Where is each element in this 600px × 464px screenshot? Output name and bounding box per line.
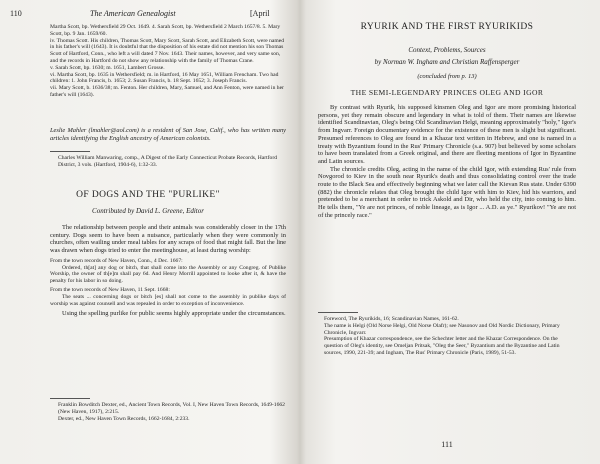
footnote: Presumption of Khazar correspondence, see the Schechter letter and the Khazar Correspondence. On the question of Oleg's identity, see Omeljan Pritsak, "Oleg the Seer," Byzantium and the Byzantine and Latin sources, 1990, 221-39; and Ingham, The Rus' Primary Chronicle (Paris, 1989), 51-53. — [324, 336, 560, 356]
top-footnote: Charles William Manwaring, comp., A Digest of the Early Connecticut Probate Records, Hartford District, 3 vols. (Hartford, 1904-6), 1:32-33. — [58, 155, 278, 168]
top-entries — [50, 24, 286, 99]
footnote: The name is Helgi (Old Norse Helgi, Old Norse Olafr); see Nasonov and Old Nordic Dictionary, Primary Chronicle, Ingvarr. — [324, 322, 560, 336]
article-byline: Contributed by David L. Greene, Editor — [92, 207, 204, 215]
left-page — [0, 0, 296, 464]
footnote: Foreword, The Ryurikids, 16; Scandinavian Names, 161-62. — [324, 316, 459, 322]
footnote-rule — [318, 312, 358, 313]
paragraph: By contrast with Ryurik, his supposed kinsmen Oleg and Igor are more promising historical persons, yet they remain obscure and legendary in what is told of them. Their names are likewise identified Scandinavian, Oleg's being Old Scandinavian Helgi, meaning approximately "holy," Igor's from Ingvarr. Foreign documentary evidence for the existence of these men is slight but significant. Presumed references to Oleg are found in a Khazar text written in Hebrew, and one is named in a treaty with Byzantium found in the Rus' Primary Chronicle (s.a. 907) but believed by some scholars to have been translated from a Greek original, and there are fleeting mentions of Igor in Byzantine and Latin sources. — [318, 104, 576, 165]
entry: iv. Thomas Scott. His children, Thomas Scott, Mary Scott, Sarah Scott, and Elizabeth Scott, were named in his father's will (1643). It is doubtful that the disposition of his estate did not mention his son Thomas Scott of Hartford, Conn., who left a will dated 7 Nov. 1643. Their names, however, and very same son, and the records in Hartford do not show any relationship with the family of Thomas Crane. — [50, 37, 285, 64]
right-footnotes — [324, 316, 576, 357]
footnote: Dexter, ed., New Haven Town Records, 1662-1684, 2:233. — [58, 415, 190, 422]
running-head: The American Genealogist — [90, 9, 176, 18]
quote: The seats ... concerning dogs or bitch [es] shall not come to the assembly in publike days of worship was against counsell and was repealed in order to exception of inconvenience. — [50, 293, 286, 307]
right-page — [304, 0, 600, 464]
entry: vii. Mary Scott, b. 1636/38; m. Fenton. Her children, Mary, Samuel, and Ann Fenton, were named in her father's will (1643). — [50, 85, 284, 98]
bottom-footnotes — [58, 402, 286, 422]
quote-source: From the town records of New Haven, 11 Sept. 1668: — [50, 287, 170, 293]
entry: Martha Scott, bp. Wethersfield 29 Oct. 1649. 4. Sarah Scott, bp. Wethersfield 2 March 1657/8. 5. Mary Scott, bp. 9 Jan. 1659/60. — [50, 24, 281, 37]
right-body — [318, 104, 576, 220]
footnote: Franklin Bowditch Dexter, ed., Ancient Town Records, Vol. I, New Haven Town Records, 1649-1662 (New Haven, 1917), 2:215. — [58, 402, 285, 415]
entry: vi. Martha Scott, bp. 1635 in Wethersfield; m. in Hartford, 16 May 1651, William Frencham. Two had children: 1. John Francis, b. 1653; 2. Susan Francis, b. 18 Sept. 1652; 3. Joseph Francis. — [50, 71, 279, 85]
issue-label: [April — [250, 9, 270, 18]
quote-source: From the town records of New Haven, Conn., 4 Dec. 1667: — [50, 257, 183, 264]
footnote-rule — [50, 151, 90, 152]
article-byline-right: by Norman W. Ingham and Christian Raffensperger — [374, 58, 520, 66]
footnote-rule — [50, 398, 90, 399]
page-number-right: 111 — [441, 440, 453, 449]
article-body — [50, 224, 286, 318]
paragraph: The relationship between people and their animals was considerably closer in the 17th century. Dogs seem to have been a nuisance, particularly when they were commonly in churches, often wailing under meal tables for any scraps of food that might fall. But the line was drawn when dogs tried to enter the meetinghouse, at least during worship: — [50, 224, 286, 255]
article-title-right: RYURIK AND THE FIRST RYURIKIDS — [360, 22, 534, 32]
quote: Ordered, th[at] any dog or bitch, that shall come into the Assembly or any Congreg. of Publike Worship, the owner of th[e]m shall pay 6d. And Henry Morrill appointed to looke after it, & have the penalty for his labor in so doing. — [50, 264, 286, 285]
article-subtitle: Context, Problems, Sources — [408, 46, 486, 54]
paragraph: Using the spelling purlike for public seems highly appropriate under the circumstances. — [62, 310, 286, 318]
author-note: Leslie Mahler (lmahler@aol.com) is a resident of San Jose, Calif., who has written many articles identifying the English ancestry of American colonists. — [50, 127, 286, 142]
page-number-left: 110 — [10, 9, 22, 18]
entry: v. Sarah Scott, bp. 1630; m. 1651, Lambert Grosse. — [50, 64, 165, 71]
article-title: OF DOGS AND THE "PURLIKE" — [76, 190, 220, 200]
continued-note: (concluded from p. 13) — [417, 73, 477, 80]
section-title: THE SEMI-LEGENDARY PRINCES OLEG AND IGOR — [350, 88, 544, 97]
paragraph: The chronicle credits Oleg, acting in the name of the child Igor, with extending Rus' rule from Novgorod to Kiev in the south near Ryurik's death and thus consolidating control over the trade route to the Black Sea and effectively beginning what we later call the Kievan Rus state. Under 6390 (882) the chronicle relates that Oleg brought the child Igor with him to Kiev, hid his warriors, and pretended to be a merchant in order to trick Askold and Dir, who held the city, into coming to him. He tells them, "Ye are not princes, of noble lineage, as is Igor ... A.D. as ye." Ryurikov! "Ye are not of the princely race." — [318, 165, 576, 219]
